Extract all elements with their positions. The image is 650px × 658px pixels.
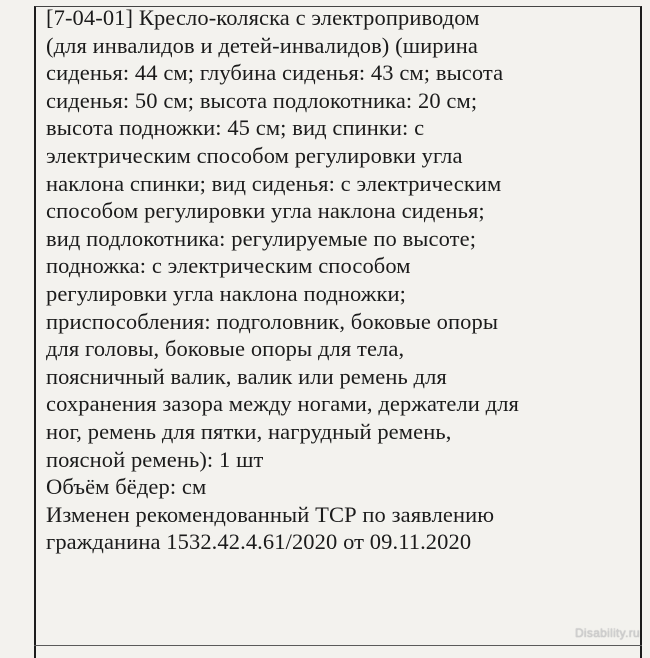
document-line: ног, ремень для пятки, нагрудный ремень, — [46, 418, 452, 444]
document-line: регулировки угла наклона подножки; — [46, 280, 406, 306]
document-line: высота подножки: 45 см; вид спинки: с — [46, 115, 425, 141]
document-line: вид подлокотника: регулируемые по высоте; — [46, 225, 477, 251]
document-line: электрическим способом регулировки угла — [46, 142, 463, 168]
document-line: сохранения зазора между ногами, держатели для — [46, 391, 519, 417]
document-line: подножка: с электрическим способом — [46, 253, 411, 279]
document-line: наклона спинки; вид сиденья: с электрическим — [46, 170, 502, 196]
document-line: для головы, боковые опоры для тела, — [46, 336, 405, 362]
document-text — [46, 4, 646, 556]
document-line: [7-04-01] Кресло-коляска с электроприводом — [46, 5, 480, 30]
document-line: приспособления: подголовник, боковые опоры — [46, 308, 499, 334]
document-line: поясной ремень): 1 шт — [46, 446, 264, 472]
document-line: способом регулировки угла наклона сиденья; — [46, 198, 485, 224]
document-line: гражданина 1532.42.4.61/2020 от 09.11.2020 — [46, 529, 472, 555]
document-line: Объём бёдер: см — [46, 474, 207, 500]
document-line: Изменен рекомендованный ТСР по заявлению — [46, 501, 495, 527]
document-line: сиденья: 44 см; глубина сиденья: 43 см; высота — [46, 60, 504, 86]
document-line: поясничный валик, валик или ремень для — [46, 363, 447, 389]
watermark: Disability.ru — [574, 626, 640, 640]
document-line: сиденья: 50 см; высота подлокотника: 20 см; — [46, 87, 478, 113]
document-line: (для инвалидов и детей-инвалидов) (ширина — [46, 32, 478, 58]
